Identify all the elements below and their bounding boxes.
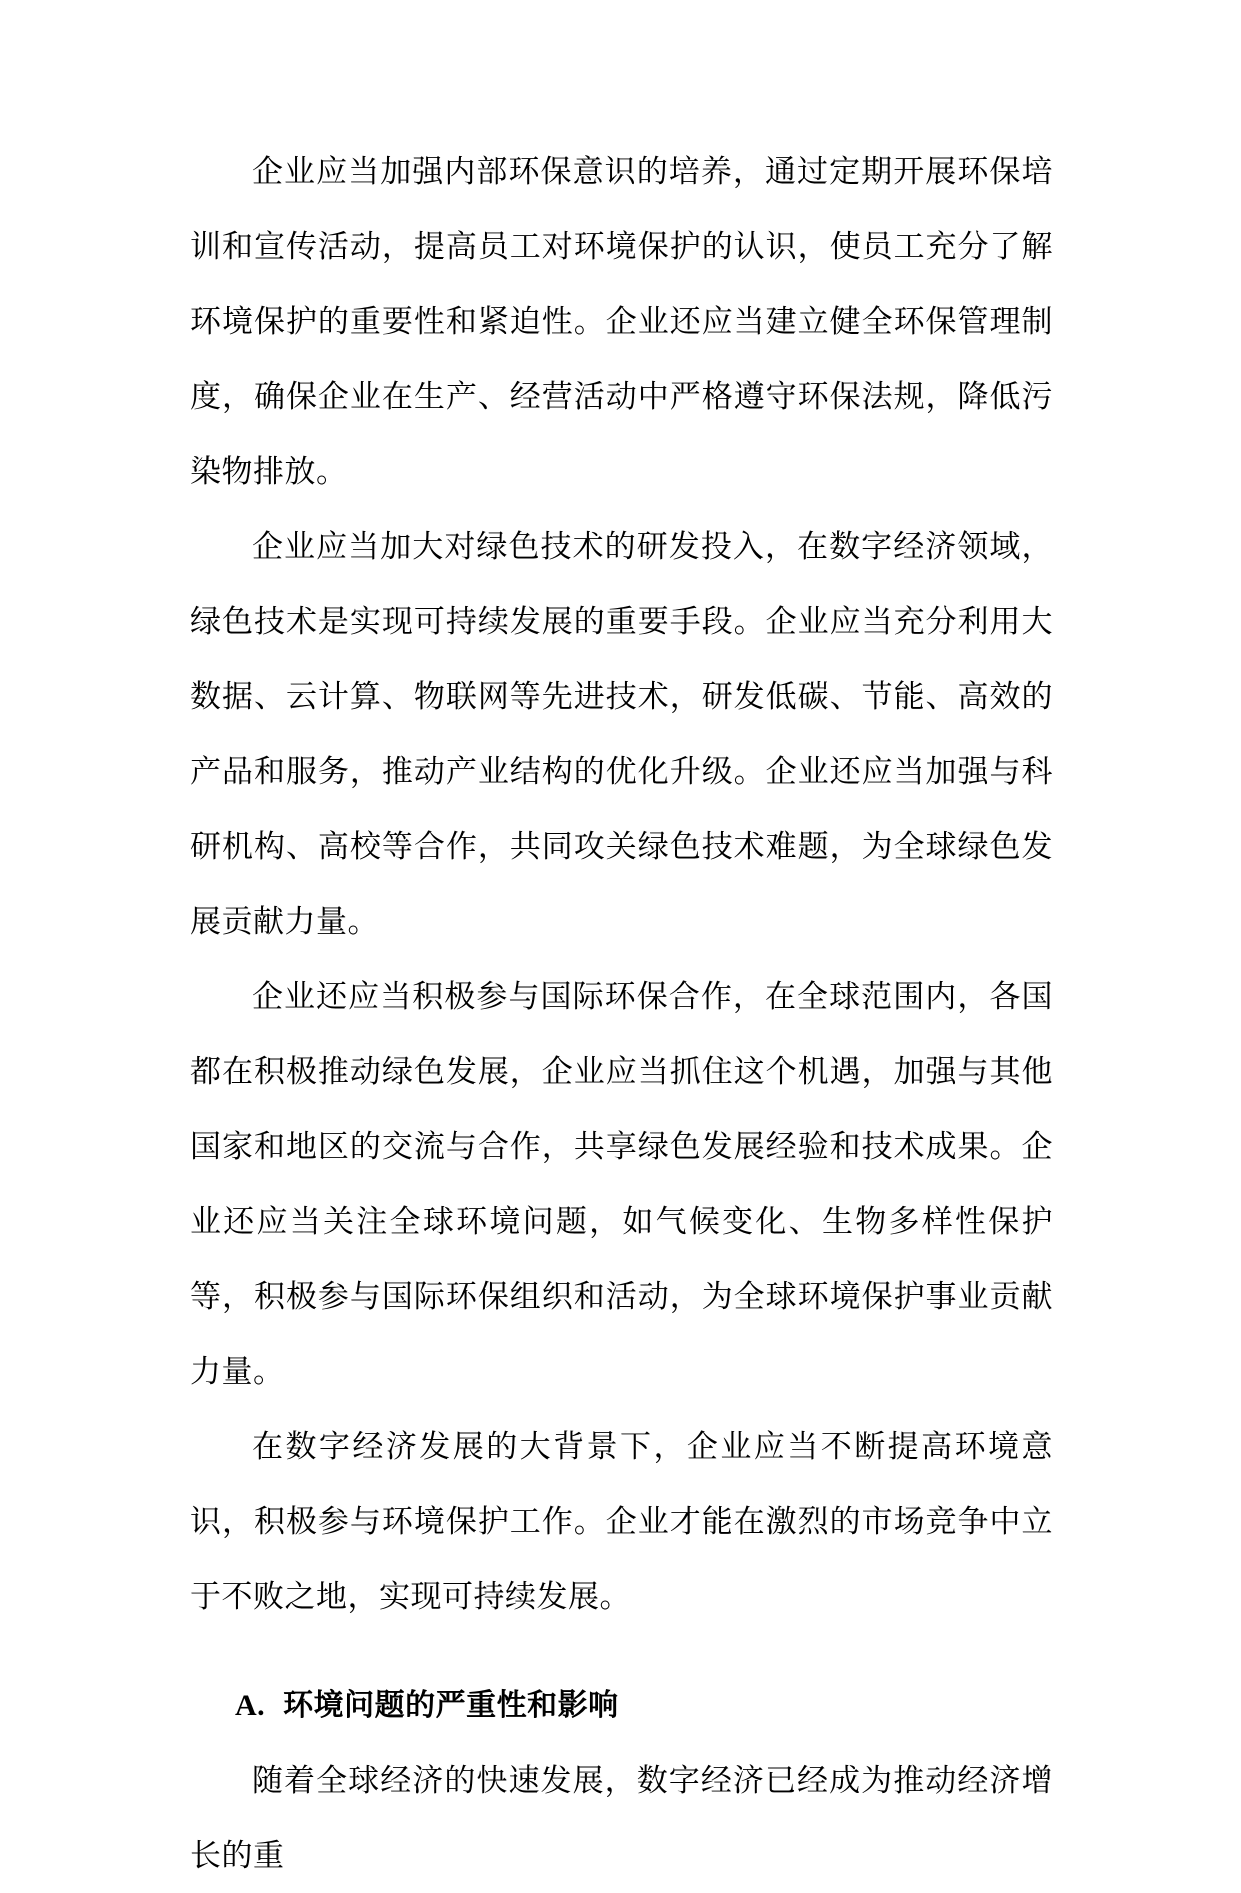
body-paragraph-1: 企业应当加强内部环保意识的培养，通过定期开展环保培训和宣传活动，提高员工对环境保护的认识，使员工充分了解环境保护的重要性和紧迫性。企业还应当建立健全环保管理制度，确保企业在生产、经营活动中严格遵守环保法规，降低污染物排放。 (190, 154, 1053, 489)
body-paragraph-4: 在数字经济发展的大背景下，企业应当不断提高环境意识，积极参与环境保护工作。企业才能在激烈的市场竞争中立于不败之地，实现可持续发展。 (190, 1429, 1053, 1614)
body-paragraph-3: 企业还应当积极参与国际环保合作，在全球范围内，各国都在积极推动绿色发展，企业应当抓住这个机遇，加强与其他国家和地区的交流与合作，共享绿色发展经验和技术成果。企业还应当关注全球环境问题，如气候变化、生物多样性保护等，积极参与国际环保组织和活动，为全球环境保护事业贡献力量。 (190, 979, 1053, 1389)
section-heading-text: 环境问题的严重性和影响 (283, 1689, 619, 1722)
section-heading (235, 1668, 1053, 1743)
body-paragraph-5: 随着全球经济的快速发展，数字经济已经成为推动经济增长的重 (190, 1763, 1053, 1873)
section-heading-label: A. (235, 1689, 266, 1722)
body-paragraph-2: 企业应当加大对绿色技术的研发投入，在数字经济领域，绿色技术是实现可持续发展的重要手段。企业应当充分利用大数据、云计算、物联网等先进技术，研发低碳、节能、高效的产品和服务，推动产业结构的优化升级。企业还应当加强与科研机构、高校等合作，共同攻关绿色技术难题，为全球绿色发展贡献力量。 (190, 529, 1053, 939)
